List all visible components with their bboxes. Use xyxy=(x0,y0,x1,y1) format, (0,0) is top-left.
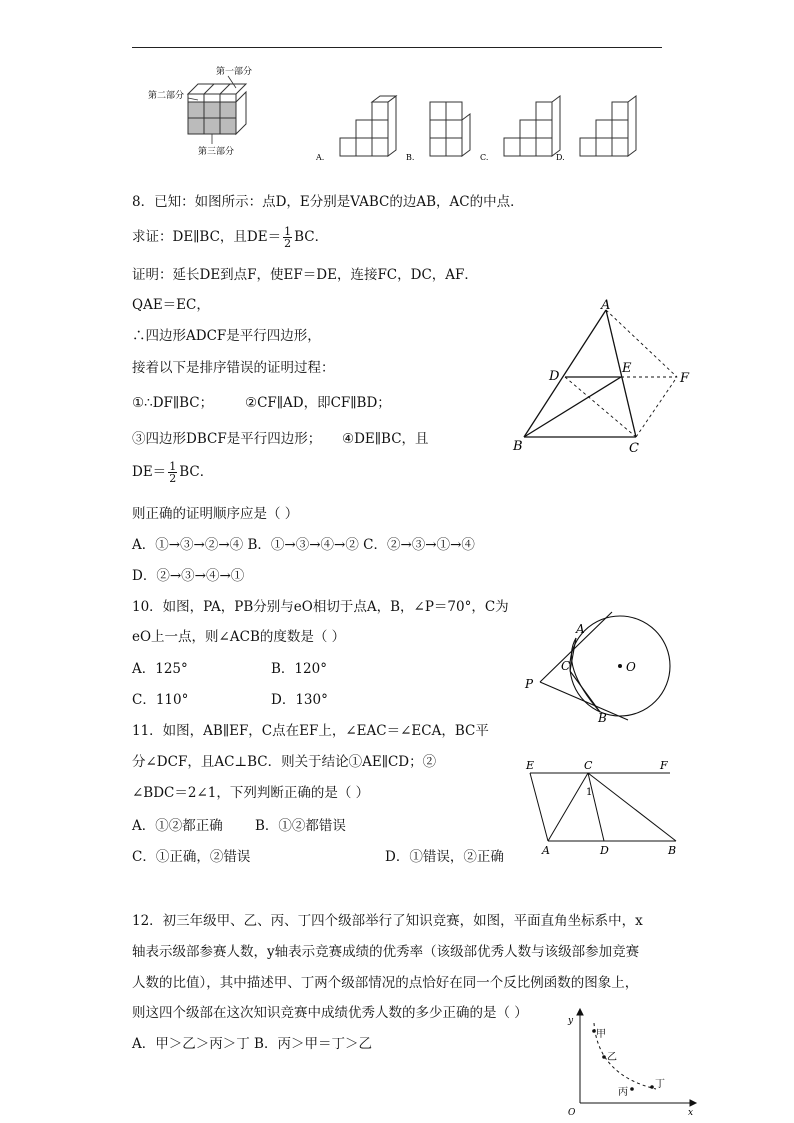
q8-fig-label-b: B xyxy=(513,439,523,454)
q10-stem-1: 10．如图，PA，PB分别与eO相切于点A，B，∠P＝70°，C为 xyxy=(132,599,509,615)
q7-option-c: C. xyxy=(480,153,489,162)
q8-step4b-b: BC． xyxy=(179,464,214,480)
q8-proof-start: 证明：延长DE到点F，使EF＝DE，连接FC，DC，AF． xyxy=(132,267,478,283)
q12-stem-4: 则这四个级部在这次知识竞赛中成绩优秀人数的多少正确的是（ ） xyxy=(132,1005,528,1021)
q8-step-3: ③四边形DBCF是平行四边形； xyxy=(132,431,322,447)
q11-fig-label-c: C xyxy=(584,759,593,772)
q8-fig-label-f: F xyxy=(680,371,690,386)
q8-options-abc: A．①→③→②→④ B．①→③→④→② C．②→③→①→④ xyxy=(132,537,475,553)
q8-given: 8．已知：如图所示：点D，E分别是VABC的边AB，AC的中点． xyxy=(132,194,524,210)
q8-fig-label-c: C xyxy=(629,441,639,456)
q10-stem-2: eO上一点，则∠ACB的度数是（ ） xyxy=(132,629,346,645)
q8-fig-label-e: E xyxy=(622,361,632,376)
q12-stem-2: 轴表示级部参赛人数，y轴表示竞赛成绩的优秀率（该级部优秀人数与该级部参加竞赛 xyxy=(132,944,640,960)
q12-stem-3: 人数的比值），其中描述甲、丁两个级部情况的点恰好在同一个反比例函数的图象上， xyxy=(132,975,639,991)
q7-figure xyxy=(140,60,660,170)
q12-fig-label-yi: 乙 xyxy=(607,1052,617,1063)
q10-option-b: B．120° xyxy=(271,661,327,677)
q10-fig-label-p: P xyxy=(525,677,534,691)
q12-fig-label-bing: 丙 xyxy=(618,1087,628,1098)
q12-fig-label-jia: 甲 xyxy=(596,1029,606,1040)
q11-fig-label-b: B xyxy=(668,844,677,857)
q8-step-4-cont xyxy=(132,461,213,484)
q8-frac2-den: 2 xyxy=(169,472,177,485)
q12-fig-label-ding: 丁 xyxy=(655,1079,665,1090)
q11-option-c: C．①正确，②错误 xyxy=(132,849,251,865)
q11-option-a: A．①②都正确 xyxy=(132,818,223,834)
q8-option-d: D．②→③→④→① xyxy=(132,568,245,584)
q11-option-d: D．①错误，②正确 xyxy=(385,849,504,865)
q10-fig-label-o: O xyxy=(626,660,636,674)
q11-option-b: B．①②都错误 xyxy=(255,818,346,834)
q8-frac-num: 1 xyxy=(284,225,292,238)
q8-prove-text-b: BC． xyxy=(294,229,329,245)
q11-stem-3: ∠BDC＝2∠1，下列判断正确的是（ ） xyxy=(132,785,370,801)
q10-option-c: C．110° xyxy=(132,692,189,708)
q11-stem-1: 11．如图，AB∥EF，C点在EF上，∠EAC＝∠ECA，BC平 xyxy=(132,723,489,739)
q12-fig-y-axis: y xyxy=(568,1016,574,1026)
q12-stem-1: 12．初三年级甲、乙、丙、丁四个级部举行了知识竞赛，如图，平面直角坐标系中，x xyxy=(132,913,643,929)
q8-fraction xyxy=(283,226,292,249)
q8-parallelogram: ∴四边形ADCF是平行四边形， xyxy=(132,328,321,344)
q8-fig-label-d: D xyxy=(549,369,560,384)
q8-frac-den: 2 xyxy=(284,237,292,250)
q8-step4b-a: DE＝ xyxy=(132,464,167,480)
q8-instruction: 接着以下是排序错误的证明过程： xyxy=(132,360,335,376)
q12-options: A．甲＞乙＞丙＞丁 B．丙＞甲＝丁＞乙 xyxy=(132,1036,372,1052)
q8-question: 则正确的证明顺序应是（ ） xyxy=(132,506,299,522)
q7-option-b: B. xyxy=(406,153,415,162)
q10-fig-label-c: C xyxy=(561,659,571,673)
q12-figure xyxy=(560,1005,700,1121)
q7-label-part3: 第三部分 xyxy=(198,147,235,157)
q8-figure xyxy=(505,298,705,458)
q11-fig-angle-1: 1 xyxy=(586,787,593,798)
q10-option-d: D．130° xyxy=(271,692,328,708)
q12-fig-x-axis: x xyxy=(688,1108,694,1118)
q10-fig-label-b: B xyxy=(598,711,607,725)
q11-fig-label-d: D xyxy=(600,844,609,857)
q10-figure xyxy=(520,608,680,728)
q10-option-a: A．125° xyxy=(132,661,188,677)
q12-fig-origin: O xyxy=(568,1108,576,1118)
header-rule xyxy=(132,47,662,48)
q7-label-part2: 第二部分 xyxy=(148,91,185,101)
q8-prove xyxy=(132,226,328,249)
q8-step-4: ④DE∥BC，且 xyxy=(342,431,429,447)
q7-label-part1: 第一部分 xyxy=(216,67,253,77)
q8-frac2-num: 1 xyxy=(169,460,177,473)
q8-prove-text-a: 求证：DE∥BC，且DE＝ xyxy=(132,229,282,245)
q8-ae-ec: QAE＝EC， xyxy=(132,297,210,313)
q8-fig-label-a: A xyxy=(601,298,611,313)
q8-step-2: ②CF∥AD，即CF∥BD； xyxy=(245,395,391,411)
q11-stem-2: 分∠DCF，且AC⊥BC．则关于结论①AE∥CD；② xyxy=(132,754,437,770)
q8-step-1: ①∴DF∥BC； xyxy=(132,395,214,411)
q8-fraction-2 xyxy=(168,461,177,484)
q10-fig-label-a: A xyxy=(576,622,585,636)
q11-figure xyxy=(520,755,690,865)
q7-option-a: A. xyxy=(316,153,325,162)
q11-fig-label-a: A xyxy=(542,844,550,857)
q7-option-d: D. xyxy=(556,153,565,162)
q11-fig-label-e: E xyxy=(526,759,535,772)
q11-fig-label-f: F xyxy=(660,759,668,772)
